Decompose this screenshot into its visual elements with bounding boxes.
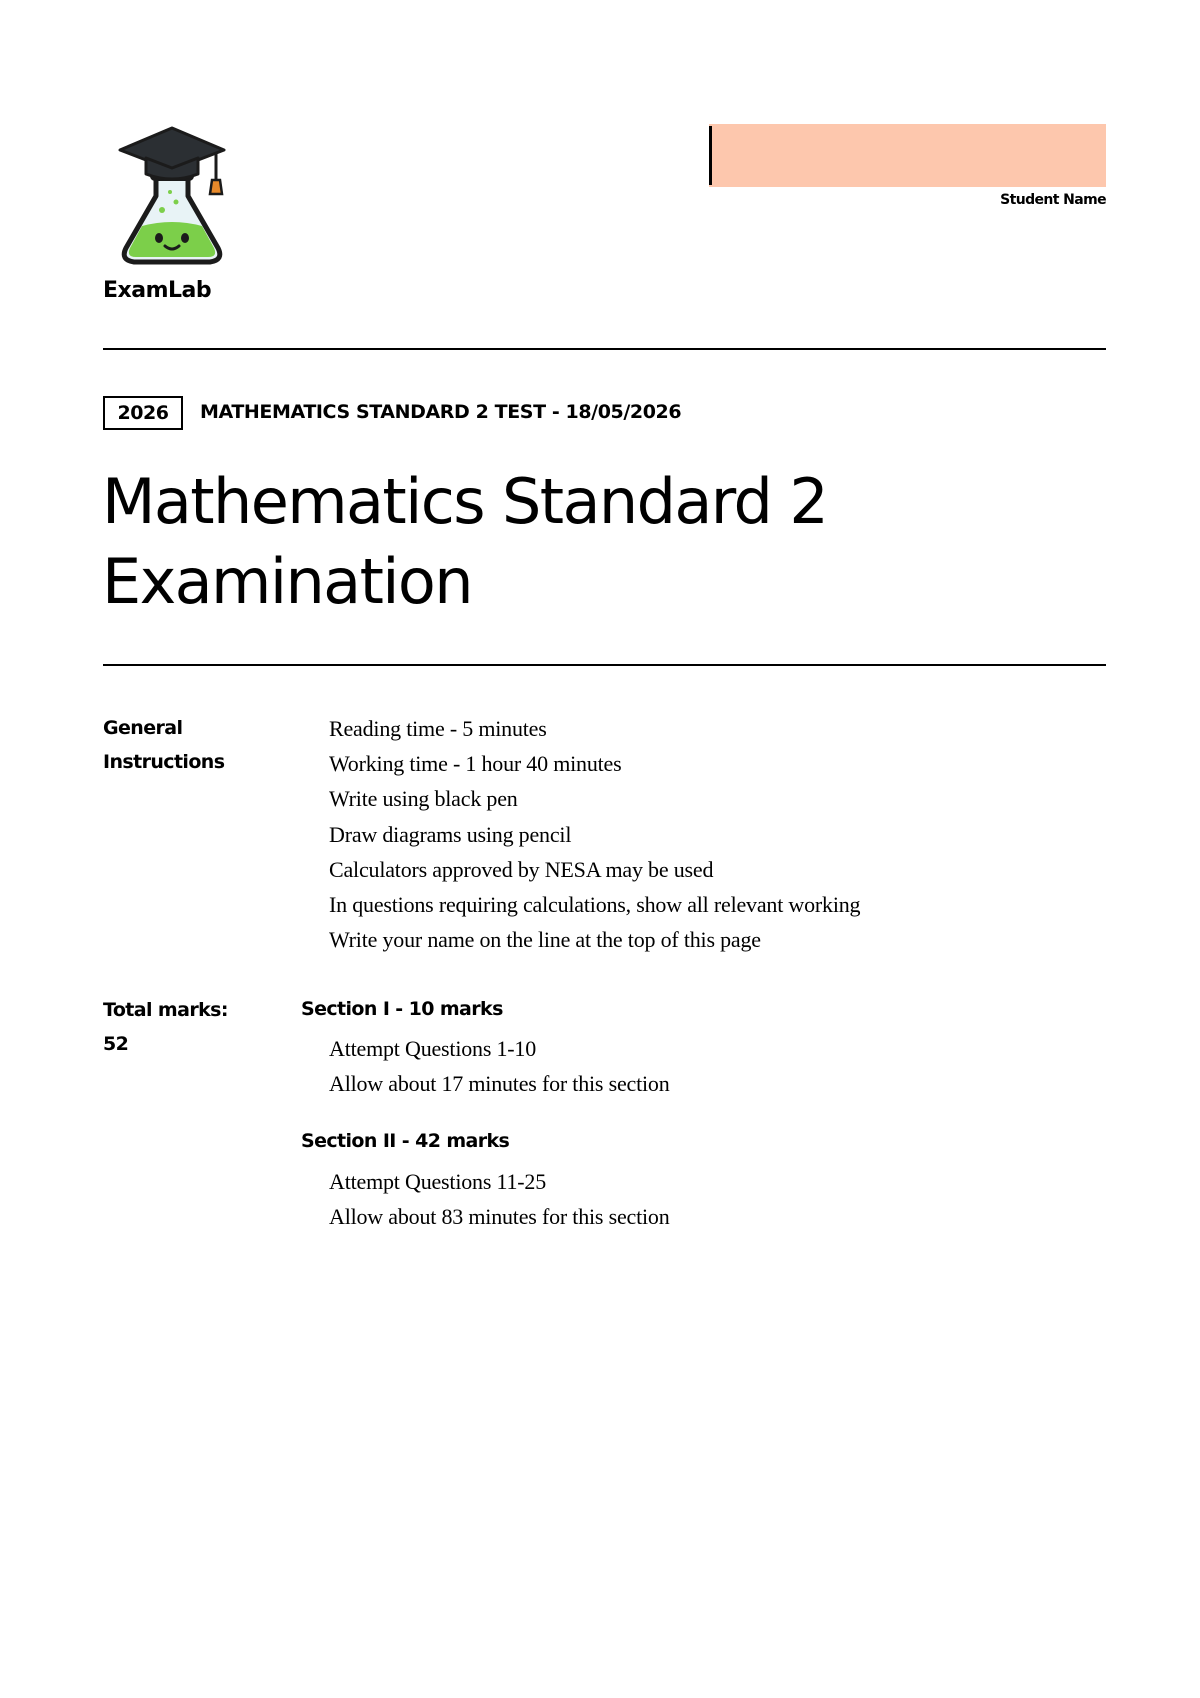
title-line-2: Examination (102, 545, 472, 618)
title-line-1: Mathematics Standard 2 (102, 465, 828, 538)
list-item: Allow about 83 minutes for this section (329, 1204, 670, 1230)
list-item: Allow about 17 minutes for this section (329, 1071, 670, 1097)
brand-name: ExamLab (103, 278, 212, 303)
list-item: Reading time - 5 minutes (329, 716, 547, 741)
student-name-field[interactable] (709, 124, 1106, 187)
list-item: Write using black pen (329, 786, 518, 812)
list-item: Attempt Questions 11-25 (329, 1169, 547, 1194)
label-line: Instructions (103, 751, 225, 773)
divider (103, 348, 1106, 350)
list-item: In questions requiring calculations, show all relevant working (329, 892, 861, 918)
general-instructions-label (103, 711, 273, 779)
divider (103, 664, 1106, 666)
section-1-heading: Section I - 10 marks (301, 998, 503, 1020)
page-title (102, 462, 1002, 622)
list-item: Attempt Questions 1-10 (329, 1036, 537, 1061)
section-2-heading: Section II - 42 marks (301, 1130, 510, 1152)
section-1-details (329, 1031, 670, 1101)
instructions-list (329, 711, 860, 957)
list-item: Write your name on the line at the top of this page (329, 927, 761, 953)
total-marks-value: 52 (103, 1033, 129, 1055)
student-name-label: Student Name (1000, 192, 1106, 208)
section-2-details (329, 1164, 670, 1234)
text-cursor (709, 126, 712, 185)
list-item: Draw diagrams using pencil (329, 821, 572, 847)
list-item: Working time - 1 hour 40 minutes (329, 751, 622, 777)
list-item: Calculators approved by NESA may be used (329, 856, 714, 882)
label-line: General (103, 717, 183, 739)
examlab-logo (112, 124, 232, 270)
year-badge: 2026 (103, 396, 183, 430)
flask-graduation-cap-icon (112, 124, 232, 270)
label-line: Total marks: (103, 999, 228, 1021)
test-subtitle: MATHEMATICS STANDARD 2 TEST - 18/05/2026 (200, 401, 682, 423)
total-marks-label (103, 993, 273, 1061)
